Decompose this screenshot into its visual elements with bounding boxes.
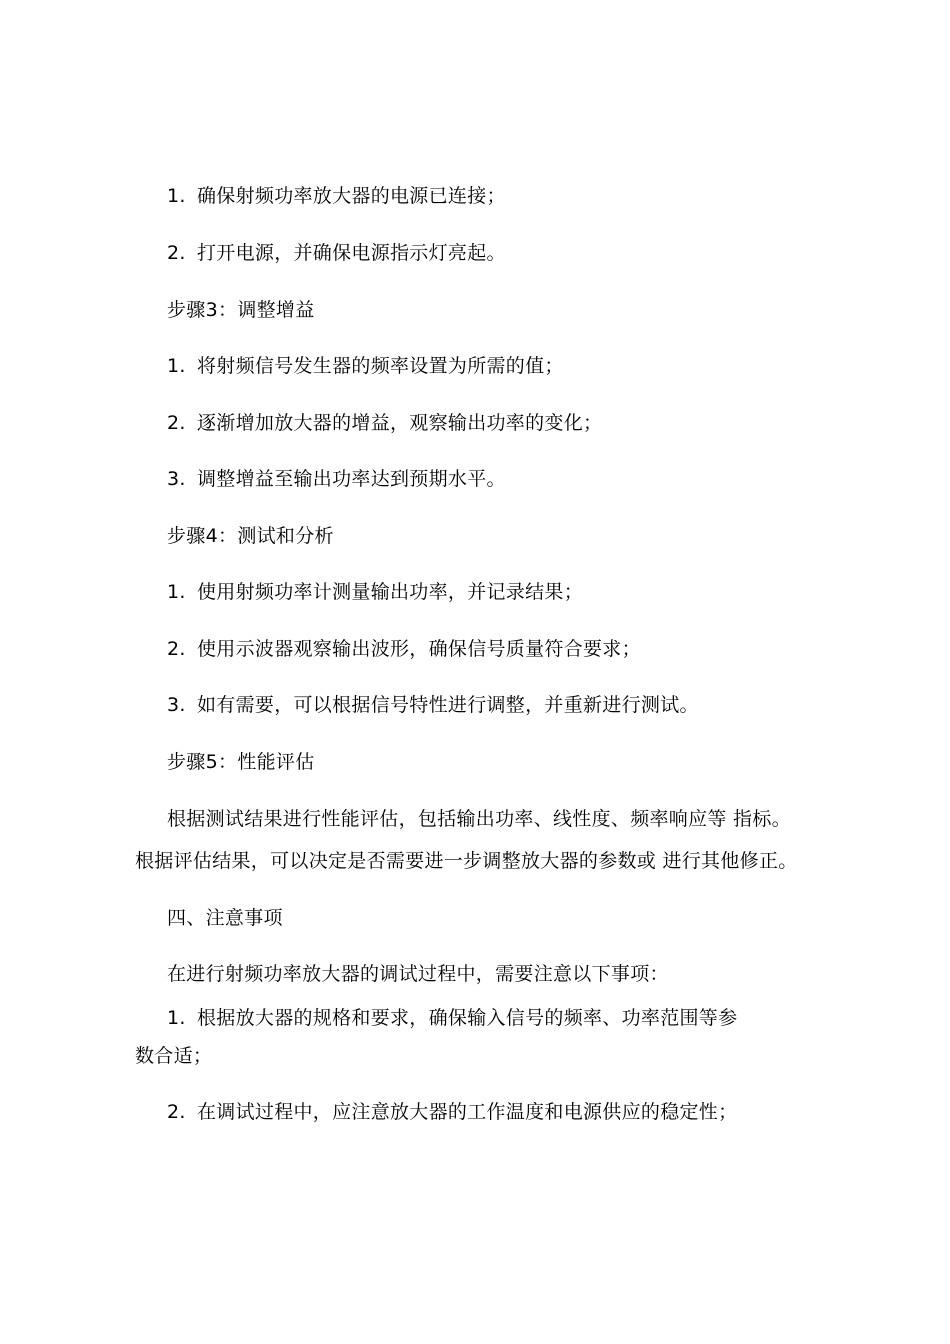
step-heading: [167, 298, 315, 322]
step-heading: [167, 524, 334, 548]
list-item: [167, 241, 506, 265]
step-title: 测试和分析: [237, 525, 334, 547]
item-number: 2.: [167, 412, 186, 434]
list-item: [167, 637, 641, 661]
item-number: 1.: [167, 1007, 186, 1029]
step-title: 性能评估: [237, 751, 315, 773]
item-number: 1.: [167, 355, 186, 377]
paragraph-line: 根据评估结果，可以决定是否需要进一步调整放大器的参数或 进行其他修正。: [135, 850, 798, 872]
step-number: 4: [205, 525, 218, 547]
step-title: 调整增益: [237, 299, 315, 321]
list-item: [167, 354, 564, 378]
item-text: 逐渐增加放大器的增益，观察输出功率的变化；: [197, 412, 603, 434]
item-text: 使用射频功率计测量输出功率，并记录结果；: [197, 581, 584, 603]
intro-paragraph: 在进行射频功率放大器的调试过程中，需要注意以下事项：: [167, 963, 669, 985]
item-text: 如有需要，可以根据信号特性进行调整，并重新进行测试。: [197, 694, 699, 716]
item-number: 2.: [167, 1101, 186, 1123]
list-item: [167, 693, 699, 717]
list-item: [167, 580, 583, 604]
list-item: [167, 1100, 737, 1124]
item-text: 在调试过程中，应注意放大器的工作温度和电源供应的稳定性；: [197, 1101, 738, 1123]
paragraph-line: 根据测试结果进行性能评估，包括输出功率、线性度、频率响应等 指标。: [167, 808, 791, 830]
item-number: 3.: [167, 468, 186, 490]
item-number: 3.: [167, 694, 186, 716]
step-label: 步骤: [167, 525, 206, 547]
item-number: 1.: [167, 581, 186, 603]
step-separator: ：: [218, 525, 238, 547]
list-item: [167, 184, 506, 208]
step-separator: ：: [218, 751, 238, 773]
item-text: 根据放大器的规格和要求，确保输入信号的频率、功率范围等参: [197, 1007, 738, 1029]
item-text: 确保射频功率放大器的电源已连接；: [197, 185, 506, 207]
step-label: 步骤: [167, 299, 206, 321]
step-number: 5: [205, 751, 218, 773]
list-item-continuation: 数合适；: [135, 1045, 213, 1067]
item-text: 将射频信号发生器的频率设置为所需的值；: [197, 355, 564, 377]
step-number: 3: [205, 299, 218, 321]
item-number: 2.: [167, 242, 186, 264]
item-number: 2.: [167, 638, 186, 660]
item-text: 调整增益至输出功率达到预期水平。: [197, 468, 506, 490]
list-item: [167, 1006, 737, 1030]
step-heading: [167, 750, 315, 774]
list-item: [167, 467, 506, 491]
section-heading: 四、注意事项: [167, 907, 283, 929]
step-separator: ：: [218, 299, 238, 321]
item-text: 打开电源，并确保电源指示灯亮起。: [197, 242, 506, 264]
item-number: 1.: [167, 185, 186, 207]
item-text: 使用示波器观察输出波形，确保信号质量符合要求；: [197, 638, 641, 660]
step-label: 步骤: [167, 751, 206, 773]
list-item: [167, 411, 602, 435]
